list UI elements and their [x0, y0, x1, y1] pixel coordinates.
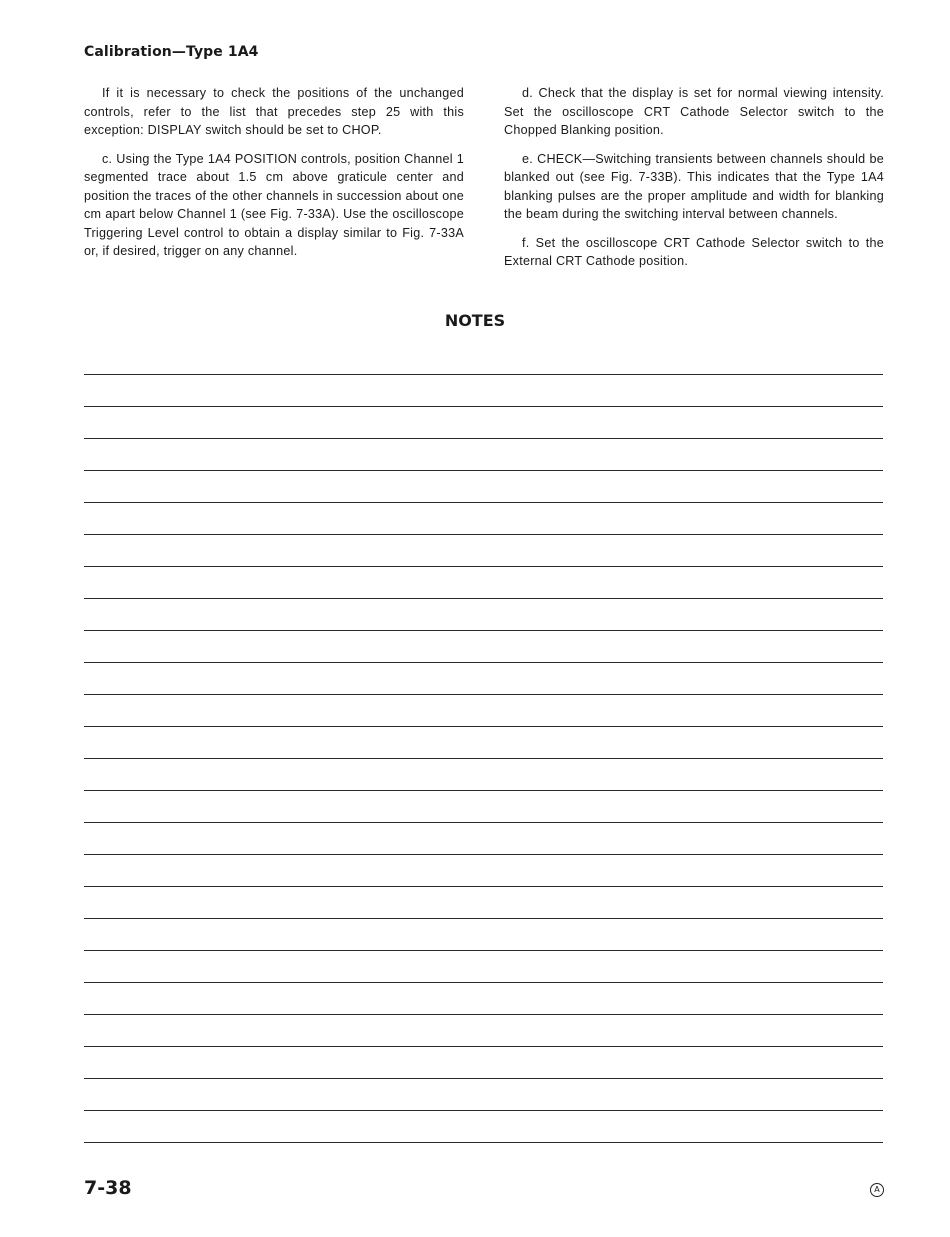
note-line: [84, 502, 883, 503]
note-line: [84, 438, 883, 439]
note-line: [84, 1142, 883, 1143]
note-line: [84, 406, 883, 407]
paragraph-step-d: d. Check that the display is set for normal viewing intensity. Set the oscilloscope CRT Cathode Selector switch to the Chopped Blanking position.: [504, 86, 884, 137]
note-line: [84, 534, 883, 535]
note-line: [84, 886, 883, 887]
note-line: [84, 1110, 883, 1111]
paragraph-step-e: e. CHECK—Switching transients between channels should be blanked out (see Fig. 7-33B). This indicates that the Type 1A4 blanking pulses are the proper amplitude and width for blanking the beam during the switching interval between channels.: [504, 151, 884, 221]
note-line: [84, 1014, 883, 1015]
note-line: [84, 790, 883, 791]
paragraph-step-f: f. Set the oscilloscope CRT Cathode Selector switch to the External CRT Cathode position.: [504, 235, 884, 268]
notes-lines: [84, 374, 883, 1174]
note-line: [84, 470, 883, 471]
note-line: [84, 694, 883, 695]
note-line: [84, 566, 883, 567]
note-line: [84, 758, 883, 759]
note-line: [84, 982, 883, 983]
note-line: [84, 630, 883, 631]
note-line: [84, 918, 883, 919]
paragraph-intro: If it is necessary to check the positions of the unchanged controls, refer to the list that precedes step 25 with this exception: DISPLAY switch should be set to CHOP.: [84, 86, 464, 137]
running-head: Calibration—Type 1A4: [84, 44, 259, 60]
left-column: [84, 84, 464, 271]
note-line: [84, 950, 883, 951]
note-line: [84, 726, 883, 727]
note-line: [84, 598, 883, 599]
paragraph-step-c: c. Using the Type 1A4 POSITION controls, position Channel 1 segmented trace about 1.5 cm above graticule center and position the traces of the other channels in succession about one cm apart below Channel 1 (see Fig. 7-33A). Use the oscilloscope Triggering Level control to obtain a display similar to Fig. 7-33A or, if desired, trigger on any channel.: [84, 151, 464, 258]
note-line: [84, 854, 883, 855]
note-line: [84, 662, 883, 663]
note-line: [84, 1046, 883, 1047]
note-line: [84, 822, 883, 823]
notes-heading: NOTES: [444, 311, 506, 330]
note-line: [84, 374, 883, 375]
right-column: [504, 84, 884, 281]
page-number: 7-38: [84, 1177, 132, 1199]
note-line: [84, 1078, 883, 1079]
registered-mark-icon: A: [870, 1183, 884, 1197]
